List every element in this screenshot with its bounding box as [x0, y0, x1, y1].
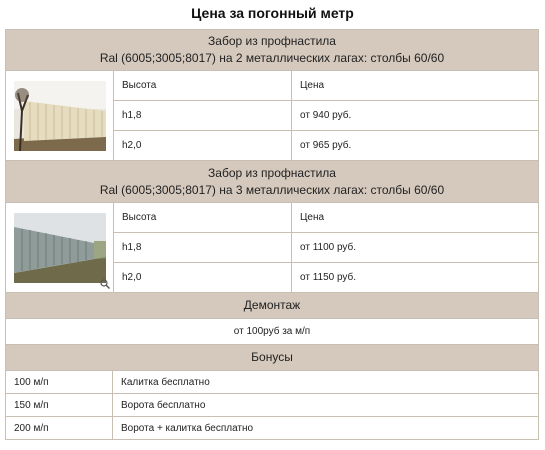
section-header	[5, 29, 539, 71]
column-header-height: Высота	[114, 203, 292, 232]
section-header	[5, 161, 539, 203]
table-row	[114, 131, 538, 160]
height-cell: h1,8	[114, 233, 292, 262]
price-cell: от 940 руб.	[300, 110, 352, 121]
fence-photo-cell	[6, 203, 114, 292]
bonus-length: 150 м/п	[6, 394, 113, 416]
bonus-text: Ворота + калитка бесплатно	[121, 422, 254, 434]
section-title: Забор из профнастила	[208, 34, 336, 48]
section-body	[5, 71, 539, 161]
height-cell: h2,0	[114, 131, 292, 160]
page-title: Цена за погонный метр	[191, 5, 354, 21]
bonus-text: Калитка бесплатно	[121, 376, 210, 388]
table-row	[114, 263, 538, 292]
column-header-height: Высота	[114, 71, 292, 100]
bonuses-title: Бонусы	[6, 345, 538, 370]
height-cell: h2,0	[114, 263, 292, 292]
price-table	[5, 29, 539, 440]
bonus-text: Ворота бесплатно	[121, 399, 206, 411]
table-row	[5, 394, 539, 417]
height-cell: h1,8	[114, 101, 292, 130]
dismantling-price: от 100руб за м/п	[233, 326, 311, 337]
fence-photo-cell	[6, 71, 114, 160]
bonuses-header	[5, 345, 539, 371]
table-row	[5, 417, 539, 440]
section-title: Забор из профнастила	[208, 165, 336, 180]
dismantling-row	[5, 319, 539, 345]
table-row	[5, 371, 539, 394]
table-row	[114, 101, 538, 131]
table-row	[114, 71, 538, 101]
column-header-price: Цена	[300, 80, 325, 91]
fence-photo[interactable]	[14, 81, 106, 151]
table-row	[114, 203, 538, 233]
column-header-price: Цена	[300, 212, 325, 223]
section-body	[5, 203, 539, 293]
bonus-length: 200 м/п	[6, 417, 113, 439]
section-subtitle: Ral (6005;3005;8017) на 3 металлических лагах: столбы 60/60	[99, 182, 445, 197]
section-subtitle: Ral (6005;3005;8017) на 2 металлических лагах: столбы 60/60	[99, 51, 445, 65]
bonus-length: 100 м/п	[6, 371, 113, 393]
table-row	[114, 233, 538, 263]
price-cell: от 1100 руб.	[300, 242, 357, 253]
price-cell: от 965 руб.	[300, 140, 352, 151]
magnifier-icon[interactable]	[100, 279, 110, 289]
dismantling-header	[5, 293, 539, 319]
fence-photo[interactable]	[14, 213, 106, 283]
price-cell: от 1150 руб.	[300, 272, 357, 283]
dismantling-title: Демонтаж	[6, 293, 538, 318]
